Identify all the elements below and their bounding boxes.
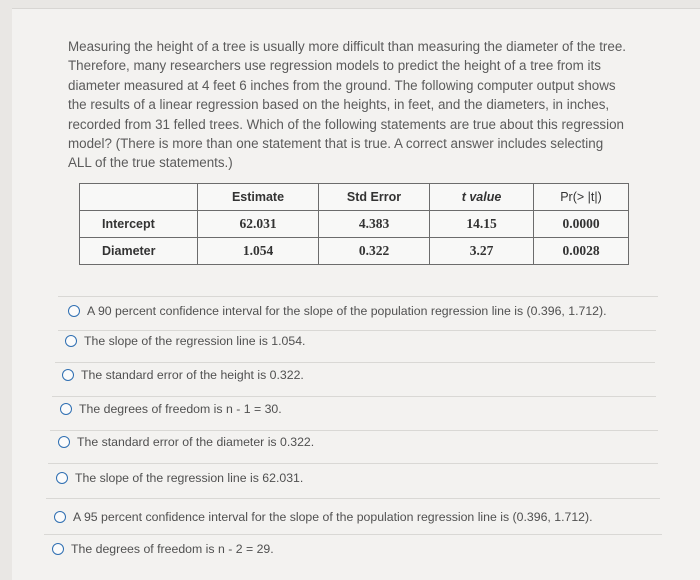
table-header-estimate: Estimate <box>198 184 319 211</box>
option-label: The standard error of the diameter is 0.322. <box>77 435 315 449</box>
divider <box>52 396 656 397</box>
regression-output-table <box>79 183 629 265</box>
divider <box>55 362 655 363</box>
option-label: The standard error of the height is 0.322. <box>81 368 304 382</box>
checkbox-icon[interactable] <box>62 369 74 381</box>
divider <box>58 296 658 297</box>
cell-std-error: 4.383 <box>319 211 430 238</box>
table-header-std-error: Std Error <box>319 184 430 211</box>
option-df-n-minus-1[interactable] <box>60 400 282 418</box>
option-slope-62031[interactable] <box>56 469 303 487</box>
question-text: Measuring the height of a tree is usually more difficult than measuring the diameter of the tree. Therefore, many researchers use regression models to predict the height of a tree from its diameter measured at 4 feet 6 inches from the ground. The following computer output shows the results of a linear regression based on the heights, in feet, and the diameters, in inches, recorded from 31 felled trees. Which of the following statements are true about this regression model? (There is more than one statement that is true. A correct answer includes selecting ALL of the true statements.) <box>68 39 626 171</box>
cell-p-value: 0.0000 <box>534 211 629 238</box>
cell-t-value: 14.15 <box>430 211 534 238</box>
checkbox-icon[interactable] <box>54 511 66 523</box>
checkbox-icon[interactable] <box>60 403 72 415</box>
option-label: A 95 percent confidence interval for the slope of the population regression line is (0.396, 1.712). <box>73 510 593 524</box>
checkbox-icon[interactable] <box>52 543 64 555</box>
divider <box>50 430 658 431</box>
option-se-diameter[interactable] <box>58 433 314 451</box>
option-slope-1054[interactable] <box>65 332 305 350</box>
checkbox-icon[interactable] <box>56 472 68 484</box>
option-label: A 90 percent confidence interval for the slope of the population regression line is (0.396, 1.712). <box>87 304 607 318</box>
table-header-blank <box>80 184 198 211</box>
option-label: The degrees of freedom is n - 1 = 30. <box>79 402 282 416</box>
table-header-t-value: t value <box>430 184 534 211</box>
option-95-ci-slope[interactable] <box>54 508 593 526</box>
cell-p-value: 0.0028 <box>534 238 629 265</box>
divider <box>48 463 658 464</box>
row-label: Diameter <box>80 238 198 265</box>
row-label: Intercept <box>80 211 198 238</box>
option-90-ci-slope[interactable] <box>68 302 607 320</box>
checkbox-icon[interactable] <box>58 436 70 448</box>
divider <box>44 534 662 535</box>
divider <box>46 498 660 499</box>
option-label: The slope of the regression line is 1.054. <box>84 334 306 348</box>
cell-std-error: 0.322 <box>319 238 430 265</box>
option-df-n-minus-2[interactable] <box>52 540 274 558</box>
table-row <box>80 211 629 238</box>
cell-estimate: 62.031 <box>198 211 319 238</box>
divider <box>58 330 656 331</box>
table-header-row <box>80 184 629 211</box>
table-row <box>80 238 629 265</box>
option-label: The slope of the regression line is 62.031. <box>75 471 304 485</box>
option-label: The degrees of freedom is n - 2 = 29. <box>71 542 274 556</box>
question-panel <box>12 8 700 580</box>
checkbox-icon[interactable] <box>68 305 80 317</box>
cell-estimate: 1.054 <box>198 238 319 265</box>
cell-t-value: 3.27 <box>430 238 534 265</box>
option-se-height[interactable] <box>62 366 304 384</box>
checkbox-icon[interactable] <box>65 335 77 347</box>
table-header-p-value: Pr(> |t|) <box>534 184 629 211</box>
